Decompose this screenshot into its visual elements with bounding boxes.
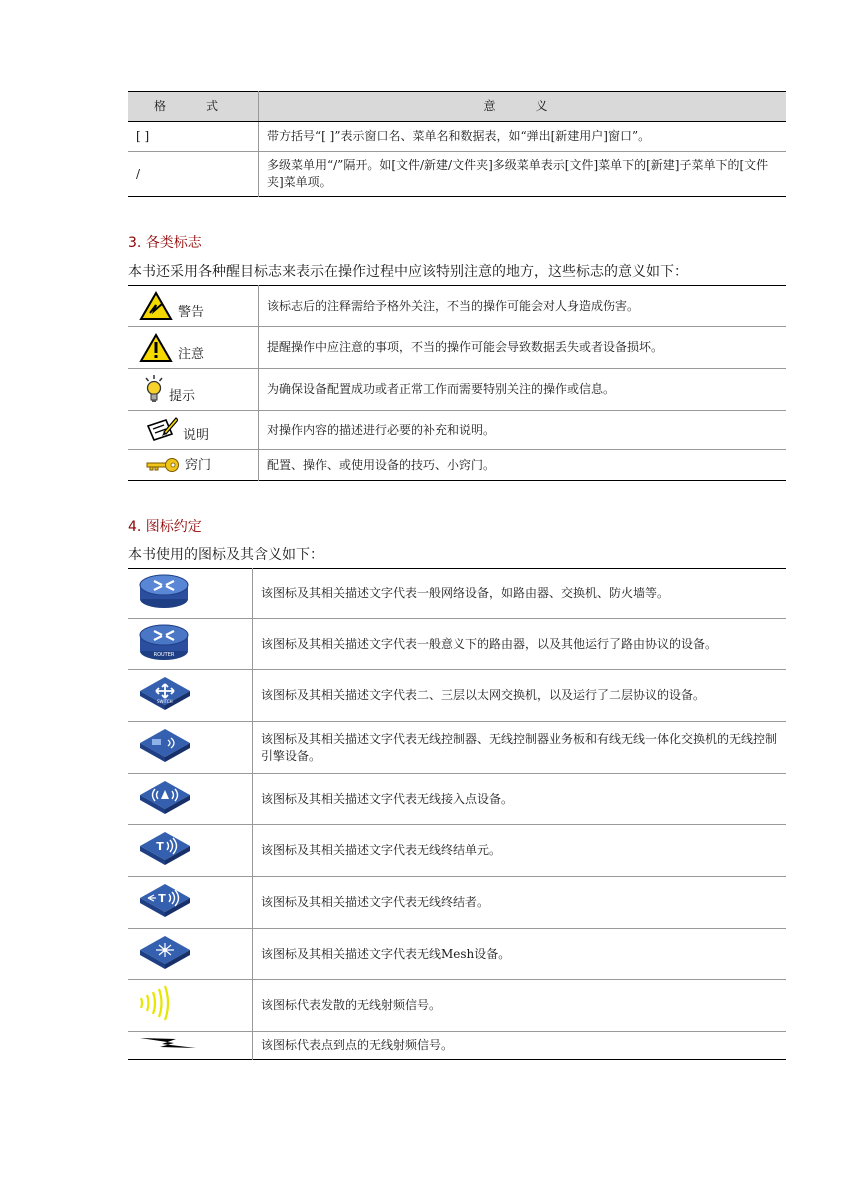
wireless-mesh-icon (138, 932, 192, 972)
wireless-controller-icon (138, 725, 192, 765)
table-row (128, 619, 786, 670)
mark-label: 警告 (178, 305, 205, 320)
marks-table (128, 285, 786, 481)
mark-label: 提示 (169, 388, 196, 404)
section-3-title: 3. 各类标志 (128, 235, 202, 251)
table-row (128, 369, 786, 411)
mark-desc: 该标志后的注释需给予格外关注，不当的操作可能会对人身造成伤害。 (259, 286, 787, 327)
icon-desc: 该图标代表发散的无线射频信号。 (253, 980, 787, 1032)
icon-desc: 该图标及其相关描述文字代表二、三层以太网交换机，以及运行了二层协议的设备。 (253, 670, 787, 722)
router-badge: ROUTER (153, 651, 175, 658)
p2p-signal-icon (138, 1035, 198, 1051)
table-row (128, 122, 786, 152)
table-row (128, 774, 786, 825)
format-cell: / (128, 152, 259, 197)
note-pencil-icon (144, 416, 178, 444)
icon-desc: 该图标及其相关描述文字代表一般意义下的路由器，以及其他运行了路由协议的设备。 (253, 619, 787, 670)
switch-badge: SWITCH (157, 699, 173, 704)
section-3-intro: 本书还采用各种醒目标志来表示在操作过程中应该特别注意的地方，这些标志的意义如下： (128, 264, 688, 280)
table-row (128, 722, 786, 774)
format-table (128, 91, 786, 197)
table-row (128, 670, 786, 722)
wireless-terminator-unit-icon (138, 828, 192, 868)
radio-signal-icon (138, 984, 178, 1022)
icon-desc: 该图标及其相关描述文字代表一般网络设备，如路由器、交换机、防火墙等。 (253, 569, 787, 619)
wireless-terminator-icon (138, 880, 192, 920)
table-row (128, 569, 786, 619)
icon-desc: 该图标及其相关描述文字代表无线终结单元。 (253, 825, 787, 877)
mark-label: 窍门 (185, 457, 212, 473)
table-row (128, 411, 786, 450)
table-row (128, 929, 786, 980)
access-point-icon (138, 777, 192, 817)
mark-desc: 提醒操作中应注意的事项，不当的操作可能会导致数据丢失或者设备损坏。 (259, 327, 787, 369)
mark-label: 说明 (183, 428, 210, 443)
table-row (128, 1032, 786, 1060)
lightbulb-icon (144, 375, 164, 405)
switch-icon (138, 673, 192, 713)
key-icon (146, 458, 180, 472)
format-cell: [ ] (128, 122, 259, 152)
section-4-title: 4. 图标约定 (128, 519, 202, 535)
meaning-header: 意 义 (259, 92, 787, 122)
table-row (128, 450, 786, 481)
network-device-icon (138, 571, 190, 611)
table-row (128, 286, 786, 327)
router-icon (138, 621, 190, 663)
terminator-badge: T (158, 892, 166, 905)
mark-desc: 配置、操作、或使用设备的技巧、小窍门。 (267, 457, 496, 472)
icon-desc: 该图标及其相关描述文字代表无线Mesh设备。 (253, 929, 787, 980)
table-row (128, 327, 786, 369)
icon-desc: 该图标及其相关描述文字代表无线控制器、无线控制器业务板和有线无线一体化交换机的无线控制引擎设备。 (253, 722, 787, 774)
terminator-unit-badge: T (156, 840, 164, 853)
table-row (128, 877, 786, 929)
mark-label: 注意 (178, 346, 205, 362)
section-4-intro: 本书使用的图标及其含义如下： (128, 547, 324, 563)
icon-desc: 该图标代表点到点的无线射频信号。 (261, 1038, 454, 1052)
table-row (128, 825, 786, 877)
icons-table (128, 568, 786, 1060)
mark-desc: 为确保设备配置成功或者正常工作而需要特别关注的操作或信息。 (259, 369, 787, 411)
meaning-cell: 多级菜单用“/”隔开。如[文件/新建/文件夹]多级菜单表示[文件]菜单下的[新建]子菜单下的[文件夹]菜单项。 (259, 152, 787, 197)
warning-lightning-icon (139, 291, 173, 321)
format-header: 格 式 (128, 92, 259, 122)
icon-desc: 该图标及其相关描述文字代表无线终结者。 (253, 877, 787, 929)
table-row (128, 980, 786, 1032)
meaning-cell: 带方括号“[ ]”表示窗口名、菜单名和数据表，如“弹出[新建用户]窗口”。 (259, 122, 787, 152)
icon-desc: 该图标及其相关描述文字代表无线接入点设备。 (253, 774, 787, 825)
table-row (128, 152, 786, 197)
mark-desc: 对操作内容的描述进行必要的补充和说明。 (259, 411, 787, 450)
caution-icon (139, 333, 173, 363)
